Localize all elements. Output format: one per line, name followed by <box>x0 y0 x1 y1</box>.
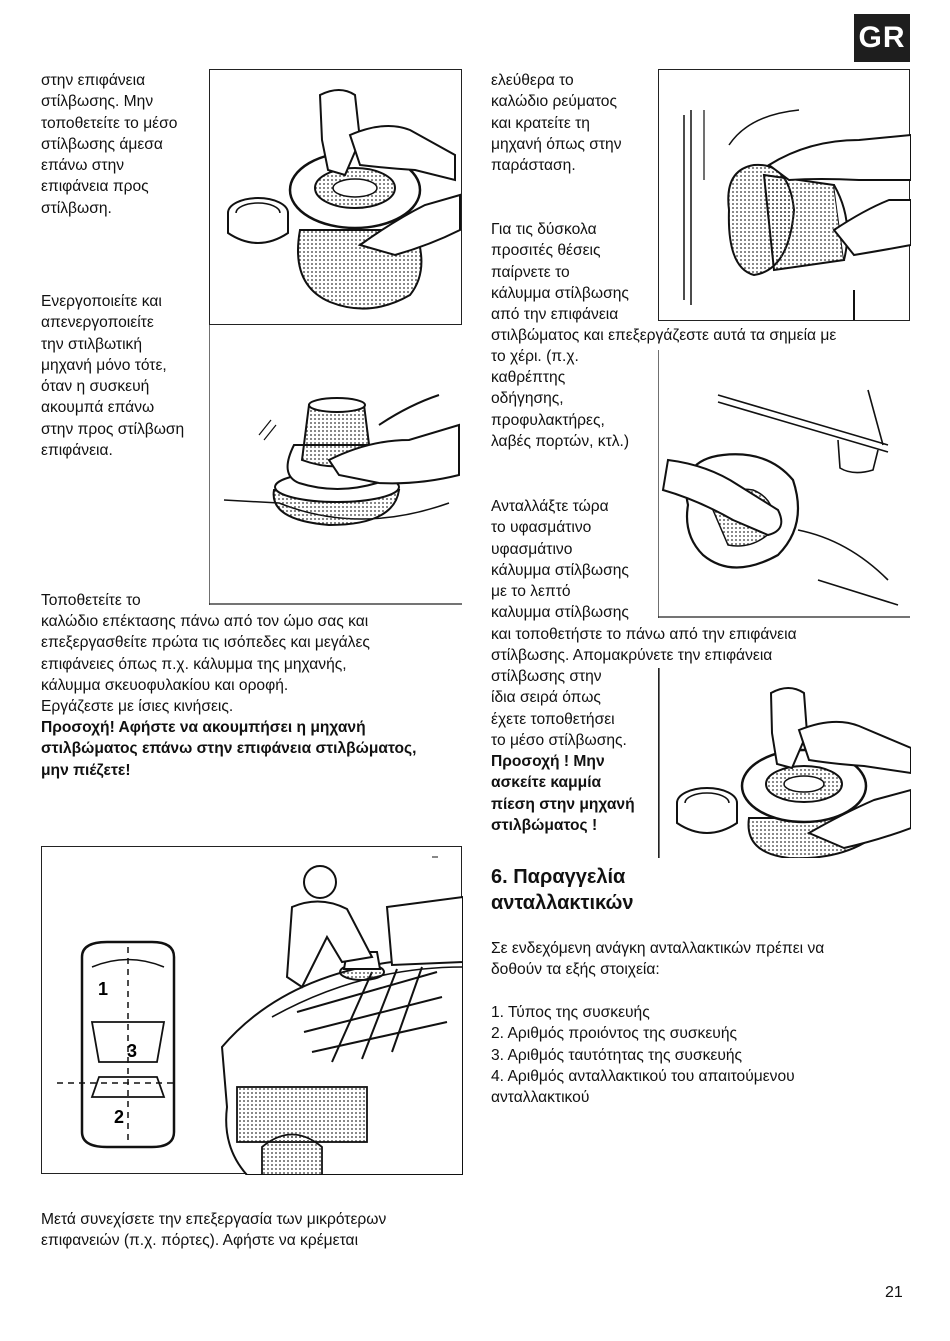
section-title-spare-parts: 6. Παραγγελία ανταλλακτικών <box>491 866 634 914</box>
figure-apply-polish <box>209 69 462 325</box>
spare-parts-list <box>491 1002 795 1108</box>
figure-hold-machine <box>658 69 910 321</box>
car-zone-label-3: 3 <box>127 1041 138 1061</box>
right-warning: Προσοχή ! Μην ασκείτε καμμία πίεση στην μηχανή στιλβώματος ! <box>491 753 635 834</box>
figure-hand-polish <box>658 350 910 618</box>
figure-car-polishing <box>41 846 462 1174</box>
list-item: 1. Τύπος της συσκευής <box>491 1004 650 1021</box>
right-paragraph-3: Ανταλλάξτε τώρα το υφασμάτινο υφασμάτινο κάλυμμα στίλβωσης με το λεπτό καλυμμα στίλβωσης <box>491 498 629 622</box>
figure-remove-polish <box>658 668 910 858</box>
left-paragraph-1: στην επιφάνεια στίλβωσης. Μην τοποθετείτε το μέσο στίλβωσης άμεσα επάνω στην επιφάνεια προς στίλβωση. <box>41 72 178 217</box>
right-paragraph-3-wide: και τοποθετήστε το πάνω από την επιφάνεια στίλβωσης. Απομακρύνετε την επιφάνεια <box>491 626 797 665</box>
section-intro: Σε ενδεχόμενη ανάγκη ανταλλακτικών πρέπει να δοθούν τα εξής στοιχεία: <box>491 940 825 979</box>
left-paragraph-4: Μετά συνεχίσετε την επεξεργασία των μικρότερων επιφανειών (π.χ. πόρτες). Αφήστε να κρέμεται <box>41 1211 387 1250</box>
left-warning: Προσοχή! Αφήστε να ακουμπήσει η μηχανή στιλβώματος επάνω στην επιφάνεια στιλβώματος, μην πιέζετε! <box>41 719 417 779</box>
list-item: 2. Αριθμός προιόντος της συσκευής <box>491 1025 738 1043</box>
right-paragraph-2-tail: καθρέπτης οδήγησης, προφυλακτήρες, λαβές πορτών, κτλ.) <box>491 369 630 450</box>
list-item: 4. Αριθμός ανταλλακτικού του απαιτούμενου ανταλλακτικού <box>491 1067 795 1107</box>
figure-switch-on <box>209 325 462 605</box>
right-paragraph-3-tail: στίλβωσης στην ίδια σειρά όπως έχετε τοποθετήσει το μέσο στίλβωσης. <box>491 668 627 749</box>
car-zone-label-1: 1 <box>98 979 109 999</box>
right-paragraph-2-wide: στιλβώματος και επεξεργάζεστε αυτά τα σημεία με το χέρι. (π.χ. <box>491 327 837 366</box>
left-paragraph-3-first-line: Τοποθετείτε το <box>41 592 141 609</box>
left-paragraph-3: καλώδιο επέκτασης πάνω από τον ώμο σας και επεξεργασθείτε πρώτα τις ισόπεδες και μεγάλες επιφάνειες όπως π.χ. κάλυμμα της μηχανής, κάλυμμα σκευοφυλακίου και οροφή. Εργάζεστε με ίσιες κινήσεις. <box>41 613 370 716</box>
car-zone-label-2: 2 <box>114 1107 125 1127</box>
right-paragraph-2: Για τις δύσκολα προσιτές θέσεις παίρνετε το κάλυμμα στίλβωσης από την επιφάνεια <box>491 221 629 324</box>
right-paragraph-1: ελεύθερα το καλώδιο ρεύματος και κρατείτε τη μηχανή όπως στην παράσταση. <box>491 72 622 175</box>
list-item: 3. Αριθμός ταυτότητας της συσκευής <box>491 1046 743 1064</box>
page-number: 21 <box>885 1284 903 1301</box>
left-paragraph-2: Ενεργοποιείτε και απενεργοποιείτε την στιλβωτική μηχανή μόνο τότε, όταν η συσκευή ακουμπά επάνω στην προς στίλβωση επιφάνεια. <box>41 293 185 460</box>
language-badge: GR <box>854 14 910 62</box>
